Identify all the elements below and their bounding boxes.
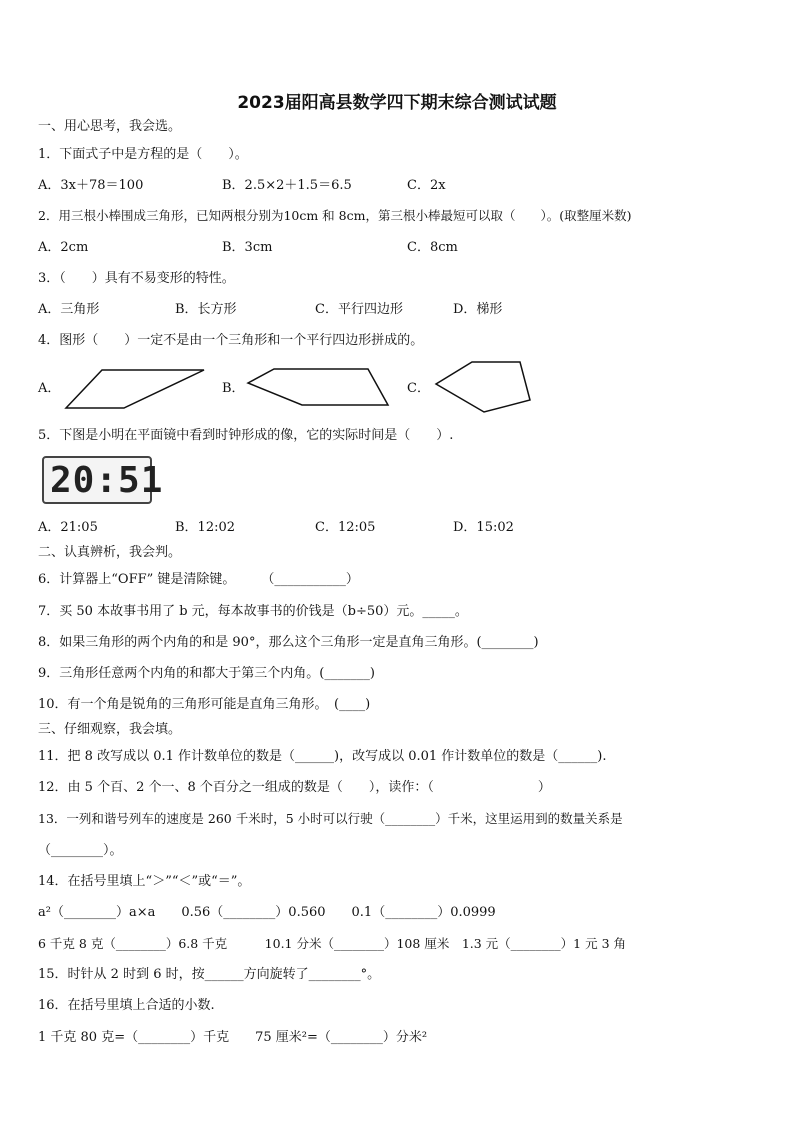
question-13-continued: （________）。 [38, 843, 123, 858]
q5-option-b[interactable]: B．12:02 [175, 520, 236, 535]
question-14-row-2: 6 千克 8 克（________）6.8 千克 10.1 分米（________）108 厘米 1.3 元（________）1 元 3 角 [38, 936, 626, 951]
q2-option-c[interactable]: C．8cm [407, 240, 458, 255]
question-4: 4．图形（ ）一定不是由一个三角形和一个平行四边形拼成的。 [38, 333, 424, 348]
question-14: 14．在括号里填上“＞”“＜”或“＝”。 [38, 874, 251, 889]
q2-option-a[interactable]: A．2cm [38, 240, 89, 255]
q4-option-a[interactable]: A． [38, 381, 61, 396]
question-6: 6．计算器上“OFF” 键是清除键。 （___________） [38, 572, 359, 587]
question-16-row: 1 千克 80 克=（________）千克 75 厘米²=（________）分米² [38, 1030, 428, 1045]
question-8: 8．如果三角形的两个内角的和是 90°，那么这个三角形一定是直角三角形。(________) [38, 635, 539, 650]
question-12: 12．由 5 个百、2 个一、8 个百分之一组成的数是（ ），读作：（ ） [38, 780, 551, 795]
q5-option-c[interactable]: C．12:05 [315, 520, 376, 535]
question-15: 15．时针从 2 时到 6 时，按______方向旋转了________°。 [38, 967, 381, 982]
pentagon-shape [432, 358, 534, 416]
q1-option-b[interactable]: B．2.5×2＋1.5＝6.5 [222, 178, 352, 193]
page-title: 2023届阳高县数学四下期末综合测试试题 [237, 93, 557, 113]
section-3-heading: 三、仔细观察，我会填。 [38, 722, 182, 737]
question-11: 11．把 8 改写成以 0.1 作计数单位的数是（______)，改写成以 0.01 作计数单位的数是（______). [38, 749, 607, 764]
question-1: 1．下面式子中是方程的是（ ）。 [38, 147, 248, 162]
q5-option-d[interactable]: D．15:02 [453, 520, 514, 535]
q1-option-a[interactable]: A．3x＋78＝100 [38, 178, 144, 193]
q3-option-a[interactable]: A．三角形 [38, 302, 100, 317]
question-2: 2．用三根小棒围成三角形，已知两根分别为10cm 和 8cm，第三根小棒最短可以取（ ）。(取整厘米数) [38, 208, 632, 223]
question-16: 16．在括号里填上合适的小数. [38, 998, 215, 1013]
q3-option-b[interactable]: B．长方形 [175, 302, 237, 317]
q3-option-d[interactable]: D．梯形 [453, 302, 503, 317]
q4-option-c[interactable]: C． [407, 381, 430, 396]
q3-option-c[interactable]: C．平行四边形 [315, 302, 403, 317]
question-13: 13．一列和谐号列车的速度是 260 千米时，5 小时可以行驶（________）千米，这里运用到的数量关系是 [38, 811, 623, 826]
digital-clock-image [42, 456, 164, 504]
hexagon-shape [244, 365, 392, 409]
q1-option-c[interactable]: C．2x [407, 178, 446, 193]
section-2-heading: 二、认真辨析，我会判。 [38, 545, 182, 560]
question-7: 7．买 50 本故事书用了 b 元，每本故事书的价钱是（b÷50）元。_____。 [38, 604, 468, 619]
clock-digits: 20:51 [50, 460, 164, 501]
question-10: 10．有一个角是锐角的三角形可能是直角三角形。 (____) [38, 697, 371, 712]
question-3: 3．（ ）具有不易变形的特性。 [38, 271, 235, 286]
q4-option-b[interactable]: B． [222, 381, 245, 396]
section-1-heading: 一、用心思考，我会选。 [38, 119, 182, 134]
q2-option-b[interactable]: B．3cm [222, 240, 273, 255]
q5-option-a[interactable]: A．21:05 [38, 520, 98, 535]
question-9: 9．三角形任意两个内角的和都大于第三个内角。(_______) [38, 666, 375, 681]
parallelogram-shape [62, 366, 208, 412]
question-14-row-1: a²（________）a×a 0.56（________）0.560 0.1（________）0.0999 [38, 905, 496, 920]
question-5: 5．下图是小明在平面镜中看到时钟形成的像，它的实际时间是（ ）. [38, 428, 454, 443]
